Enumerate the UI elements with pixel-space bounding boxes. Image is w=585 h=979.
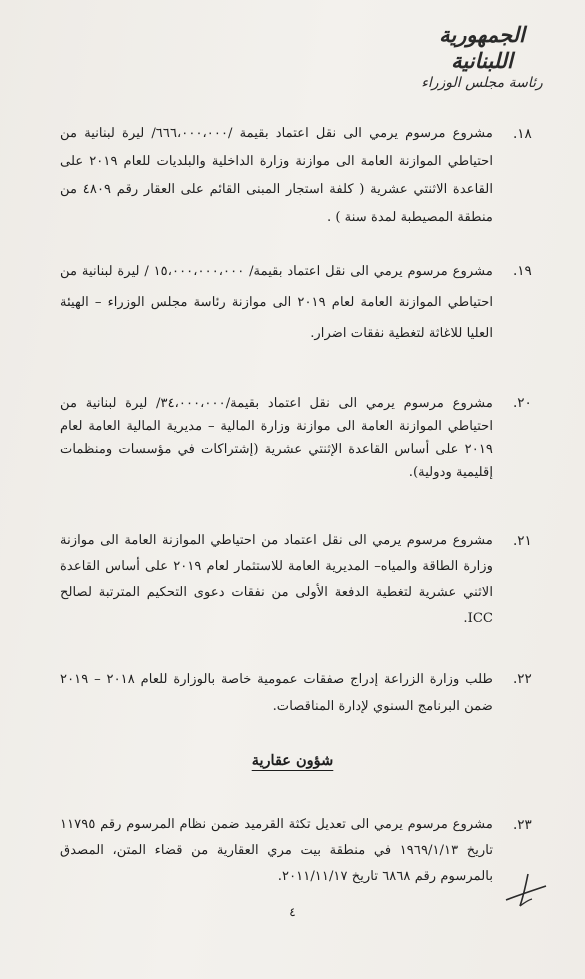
letterhead	[407, 22, 557, 92]
section-heading-real-estate: شؤون عقارية	[251, 752, 334, 769]
agenda-item-23	[60, 812, 539, 890]
item-text: مشروع مرسوم يرمي الى نقل اعتماد بقيمة/ ١٥،٠٠٠،٠٠٠،٠٠٠ / ليرة لبنانية من احتياطي الموازنة العامة لعام ٢٠١٩ الى موازنة رئاسة مجلس الوزراء – الهيئة العليا للاغاثة لتغطية نفقات اضرار.	[60, 264, 494, 341]
item-text: طلب وزارة الزراعة إدراج صفقات عمومية خاصة بالوزارة للعام ٢٠١٨ – ٢٠١٩ ضمن البرنامج السنوي لإدارة المناقصات.	[60, 672, 493, 714]
agenda-item-20	[60, 392, 539, 484]
item-number: .١٨	[513, 126, 532, 142]
signature-mark	[502, 870, 550, 910]
item-text: مشروع مرسوم يرمي الى نقل اعتماد من احتياطي الموازنة العامة الى موازنة وزارة الطاقة والمياه– المديرية العامة للاستثمار لعام ٢٠١٩ على أساس القاعدة الاثني عشرية لتغطية الدفعة الأولى من نفقات دعوى التحكيم المترتبة لصالح ICC.	[60, 533, 493, 626]
item-number: .٢٣	[513, 817, 532, 833]
letterhead-subtitle: رئاسة مجلس الوزراء	[421, 75, 543, 91]
item-text: مشروع مرسوم يرمي الى نقل اعتماد بقيمة /٦٦٦،٠٠٠،٠٠٠/ ليرة لبنانية من احتياطي الموازنة العامة الى موازنة وزارة الداخلية والبلديات للعام ٢٠١٩ على القاعدة الاثنتي عشرية ( كلفة استجار المبنى القائم على العقار رقم ٤٨٠٩ من منطقة المصيطبة لمدة سنة ) .	[60, 126, 493, 225]
item-number: .١٩	[513, 263, 532, 279]
item-number: .٢١	[513, 533, 532, 549]
item-text: مشروع مرسوم يرمي الى تعديل تكثة القرميد ضمن نظام المرسوم رقم ١١٧٩٥ تاريخ ١٩٦٩/١/١٣ في منطقة بيت مري العقارية من قضاء المتن، المصدق بالمرسوم رقم ٦٨٦٨ تاريخ ٢٠١١/١١/١٧.	[60, 817, 493, 884]
agenda-item-19	[60, 256, 539, 349]
item-number: .٢٢	[513, 671, 532, 687]
page-number: ٤	[289, 905, 296, 919]
item-number: .٢٠	[513, 395, 532, 411]
agenda-item-21	[60, 528, 539, 632]
item-text: مشروع مرسوم يرمي الى نقل اعتماد بقيمة/٣٤،٠٠٠،٠٠٠/ ليرة لبنانية من احتياطي الموازنة العامة الى موازنة وزارة المالية – مديرية المالية العامة لعام ٢٠١٩ على أساس القاعدة الإثنتي عشرية (إشتراكات في مؤسسات ومنظمات إقليمية ودولية).	[60, 396, 493, 480]
agenda-item-18	[60, 120, 539, 232]
agenda-item-22	[60, 666, 539, 720]
letterhead-title: الجمهورية اللبنانية	[439, 22, 525, 73]
